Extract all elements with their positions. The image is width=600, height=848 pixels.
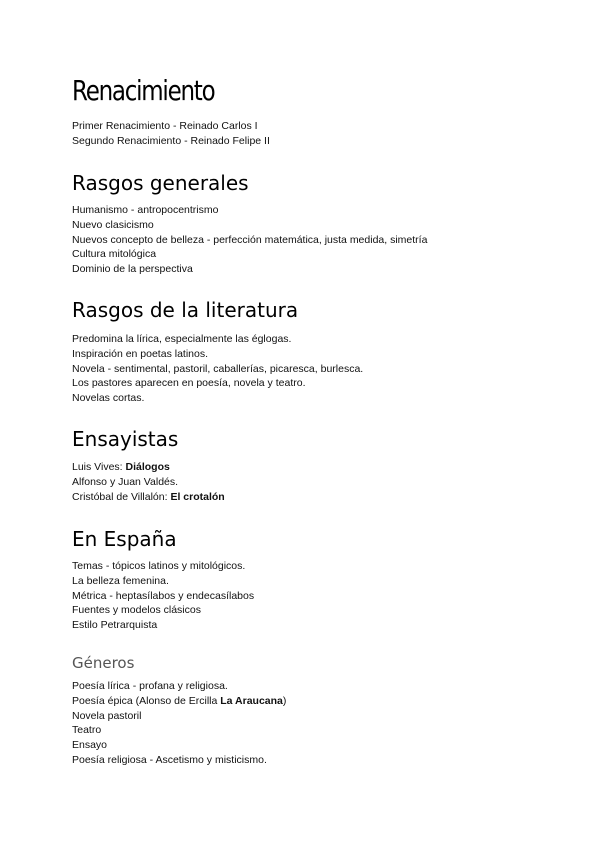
list-item: Métrica - heptasílabos y endecasílabos — [72, 589, 255, 602]
list-item: Novela - sentimental, pastoril, caballerías, picaresca, burlesca. — [72, 362, 364, 375]
list-item — [72, 460, 225, 475]
rasgos-literatura-list — [72, 332, 363, 406]
heading-rasgos-literatura: Rasgos de la literatura — [72, 298, 299, 322]
heading-generos: Géneros — [72, 654, 135, 672]
list-item: Nuevos concepto de belleza - perfección matemática, justa medida, simetría — [72, 233, 428, 246]
heading-ensayistas: Ensayistas — [72, 427, 179, 451]
work-title: La Araucana — [220, 694, 283, 707]
page-title: Renacimiento — [72, 74, 215, 107]
list-item: Nuevo clasicismo — [72, 218, 154, 231]
genero-text: Novela pastoril — [72, 709, 142, 722]
list-item — [72, 723, 286, 738]
list-item: La belleza femenina. — [72, 574, 169, 587]
list-item — [72, 753, 286, 768]
list-item — [72, 694, 286, 709]
list-item: Los pastores aparecen en poesía, novela y teatro. — [72, 377, 306, 390]
list-item: Primer Renacimiento - Reinado Carlos I — [72, 120, 258, 132]
list-item: Cultura mitológica — [72, 248, 157, 261]
ensayista-name: Luis Vives: — [72, 461, 126, 473]
heading-rasgos-generales: Rasgos generales — [72, 171, 249, 195]
list-item: Dominio de la perspectiva — [72, 263, 193, 276]
ensayista-name: Cristóbal de Villalón: — [72, 490, 171, 503]
generos-list — [72, 679, 286, 768]
work-title: El crotalón — [170, 490, 225, 503]
en-espana-list — [72, 559, 254, 633]
list-item — [72, 679, 286, 694]
list-item — [72, 738, 286, 753]
genero-text: Poesía lírica - profana y religiosa. — [72, 680, 228, 692]
heading-en-espana: En España — [72, 527, 177, 551]
list-item — [72, 709, 286, 724]
list-item: Novelas cortas. — [72, 392, 145, 405]
list-item: Estilo Petrarquista — [72, 619, 158, 632]
list-item: Segundo Renacimiento - Reinado Felipe II — [72, 134, 270, 147]
genero-text: Poesía épica (Alonso de Ercilla — [72, 694, 221, 707]
list-item: Fuentes y modelos clásicos — [72, 604, 201, 617]
list-item: Humanismo - antropocentrismo — [72, 204, 219, 216]
work-title: Diálogos — [125, 461, 170, 473]
genero-text: Poesía religiosa - Ascetismo y misticismo. — [72, 753, 267, 766]
genero-text: Ensayo — [72, 739, 108, 752]
ensayista-name: Alfonso y Juan Valdés. — [72, 475, 179, 488]
ensayistas-list — [72, 460, 225, 504]
list-item: Predomina la lírica, especialmente las églogas. — [72, 333, 292, 345]
rasgos-generales-list — [72, 203, 427, 277]
list-item — [72, 475, 225, 490]
list-item: Inspiración en poetas latinos. — [72, 347, 209, 360]
genero-text: Teatro — [72, 724, 102, 737]
list-item: Temas - tópicos latinos y mitológicos. — [72, 560, 246, 572]
list-item — [72, 490, 225, 505]
intro-list — [72, 119, 270, 149]
genero-text-after: ) — [282, 694, 287, 707]
